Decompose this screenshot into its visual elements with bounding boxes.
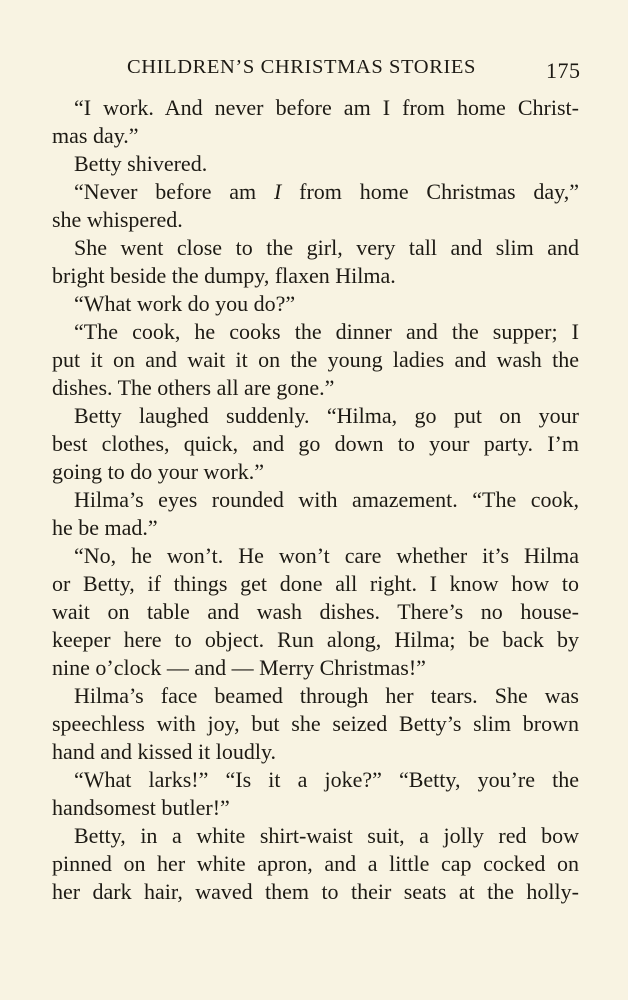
text-segment: “Never before am: [74, 179, 257, 204]
text-line: Betty laughed suddenly. “Hilma, go put on your: [74, 403, 579, 428]
italic-word: I: [274, 179, 282, 204]
text-line: he be mad.”: [52, 515, 158, 540]
text-line: “No, he won’t. He won’t care whether it’s Hilma: [74, 543, 579, 568]
text-line: nine o’clock — and — Merry Christmas!”: [52, 655, 426, 680]
text-line: “What larks!” “Is it a joke?” “Betty, you’re the: [74, 767, 579, 792]
text-line: or Betty, if things get done all right. I know how to: [52, 571, 579, 596]
page-number: 175: [546, 58, 581, 83]
text-line: speechless with joy, but she seized Betty’s slim brown: [52, 711, 579, 736]
text-line: Betty, in a white shirt-waist suit, a jolly red bow: [74, 823, 579, 848]
text-segment: from home Christmas day,”: [299, 179, 580, 204]
text-line: she whispered.: [52, 207, 183, 232]
text-line: wait on table and wash dishes. There’s no house-: [52, 599, 579, 624]
text-line: pinned on her white apron, and a little cap cocked on: [52, 851, 579, 876]
text-line: her dark hair, waved them to their seats at the holly-: [52, 879, 579, 904]
text-line: [52, 178, 579, 206]
text-line: dishes. The others all are gone.”: [52, 375, 335, 400]
text-line: put it on and wait it on the young ladies and wash the: [52, 347, 579, 372]
text-line: hand and kissed it loudly.: [52, 739, 277, 764]
text-line: going to do your work.”: [52, 459, 265, 484]
body-text: [52, 94, 579, 906]
text-line: Betty shivered.: [74, 151, 208, 176]
text-line: keeper here to object. Run along, Hilma; be back by: [52, 627, 579, 652]
text-line: handsomest butler!”: [52, 795, 230, 820]
text-line: mas day.”: [52, 123, 139, 148]
text-line: “I work. And never before am I from home Christ-: [74, 95, 579, 120]
text-line: “What work do you do?”: [74, 291, 296, 316]
text-line: bright beside the dumpy, flaxen Hilma.: [52, 263, 396, 288]
running-head: CHILDREN’S CHRISTMAS STORIES: [127, 56, 477, 78]
text-line: Hilma’s face beamed through her tears. She was: [74, 683, 579, 708]
text-line: “The cook, he cooks the dinner and the supper; I: [74, 319, 579, 344]
text-line: Hilma’s eyes rounded with amazement. “The cook,: [74, 487, 579, 512]
text-line: best clothes, quick, and go down to your party. I’m: [52, 431, 579, 456]
text-line: She went close to the girl, very tall and slim and: [74, 235, 579, 260]
